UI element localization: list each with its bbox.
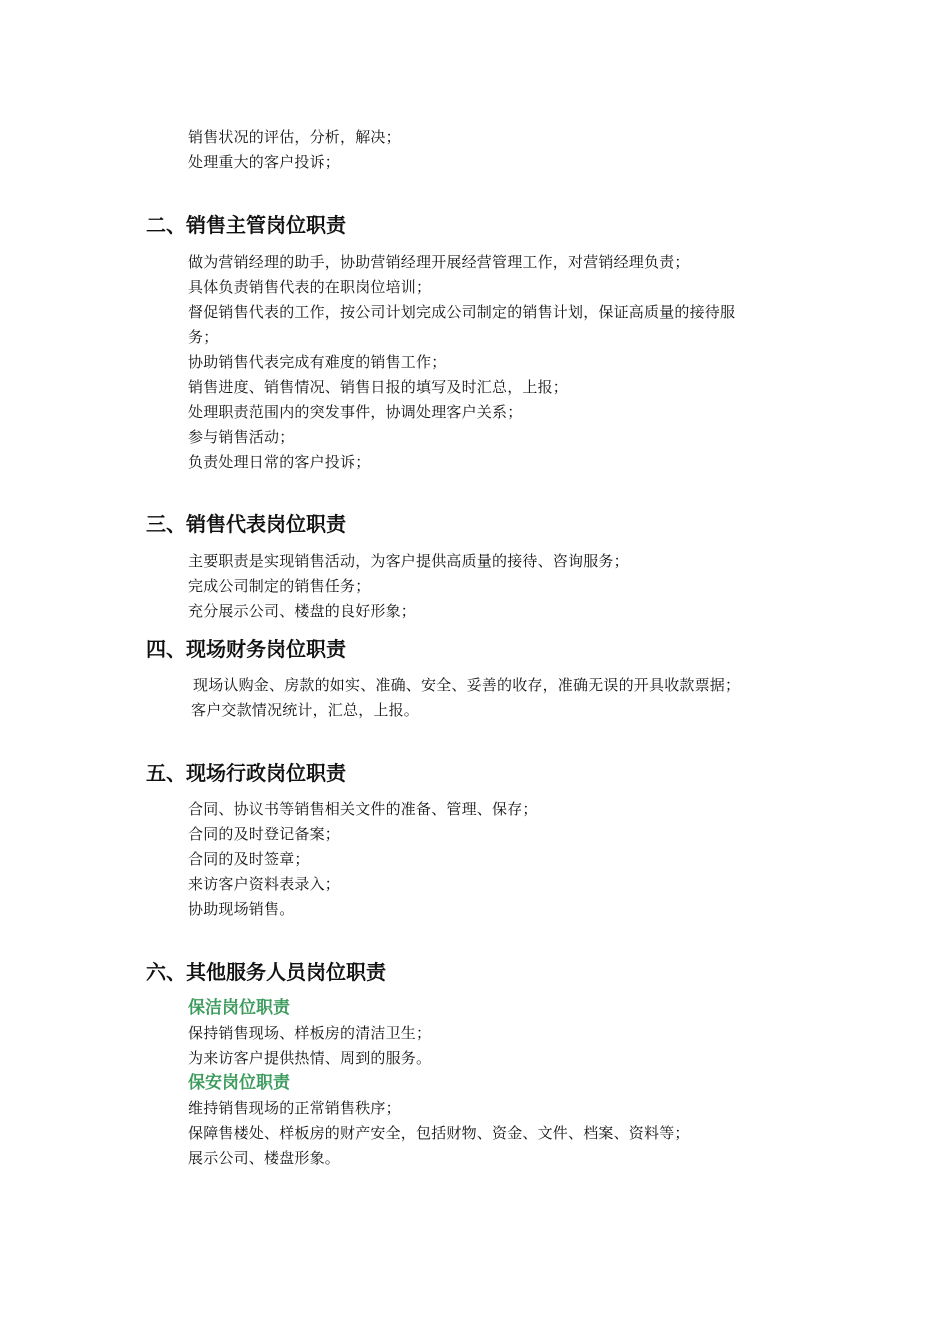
list-item: 来访客户资料表录入；: [188, 875, 341, 893]
section-heading-sales-supervisor: 二、销售主管岗位职责: [146, 213, 346, 237]
list-item: 做为营销经理的助手，协助营销经理开展经营管理工作，对营销经理负责；: [188, 253, 690, 271]
subheading-security: 保安岗位职责: [188, 1073, 290, 1093]
section-heading-finance: 四、现场财务岗位职责: [146, 637, 346, 661]
list-item: 处理职责范围内的突发事件，协调处理客户关系；: [188, 403, 523, 421]
list-item: 负责处理日常的客户投诉；: [188, 453, 371, 471]
list-item: 销售进度、销售情况、销售日报的填写及时汇总，上报；: [188, 378, 569, 396]
section-list-sales-supervisor: [188, 250, 735, 475]
list-item: 保障售楼处、样板房的财产安全，包括财物、资金、文件、档案、资料等；: [188, 1124, 690, 1142]
section-heading-admin: 五、现场行政岗位职责: [146, 761, 346, 785]
list-item: 合同的及时登记备案；: [188, 825, 341, 843]
list-item: 保持销售现场、样板房的清洁卫生；: [188, 1024, 432, 1042]
section-list-sales-rep: [188, 549, 629, 624]
intro-list: [188, 125, 401, 175]
subheading-cleaning: 保洁岗位职责: [188, 998, 290, 1018]
list-item: 合同、协议书等销售相关文件的准备、管理、保存；: [188, 800, 538, 818]
list-item: 务；: [188, 328, 219, 346]
list-item: 具体负责销售代表的在职岗位培训；: [188, 278, 432, 296]
section-list-other-staff: [188, 996, 690, 1171]
section-list-admin: [188, 797, 538, 922]
intro-line: 处理重大的客户投诉；: [188, 153, 341, 171]
section-heading-other-staff: 六、其他服务人员岗位职责: [146, 960, 386, 984]
list-item: 充分展示公司、楼盘的良好形象；: [188, 602, 417, 620]
list-item: 维持销售现场的正常销售秩序；: [188, 1099, 401, 1117]
list-item: 协助销售代表完成有难度的销售工作；: [188, 353, 447, 371]
list-item: 协助现场销售。: [188, 900, 295, 918]
list-item: 主要职责是实现销售活动，为客户提供高质量的接待、咨询服务；: [188, 552, 629, 570]
list-item: 完成公司制定的销售任务；: [188, 577, 371, 595]
intro-line: 销售状况的评估，分析，解决；: [188, 128, 401, 146]
list-item: 参与销售活动；: [188, 428, 295, 446]
list-item: 现场认购金、房款的如实、准确、安全、妥善的收存，准确无误的开具收款票据；: [193, 676, 741, 694]
list-item: 展示公司、楼盘形象。: [188, 1149, 341, 1167]
list-item: 督促销售代表的工作，按公司计划完成公司制定的销售计划，保证高质量的接待服: [188, 303, 736, 321]
section-list-finance: [188, 673, 740, 723]
list-item: 为来访客户提供热情、周到的服务。: [188, 1049, 432, 1067]
list-item: 合同的及时签章；: [188, 850, 310, 868]
section-heading-sales-rep: 三、销售代表岗位职责: [146, 512, 346, 536]
list-item: 客户交款情况统计，汇总，上报。: [191, 701, 420, 719]
